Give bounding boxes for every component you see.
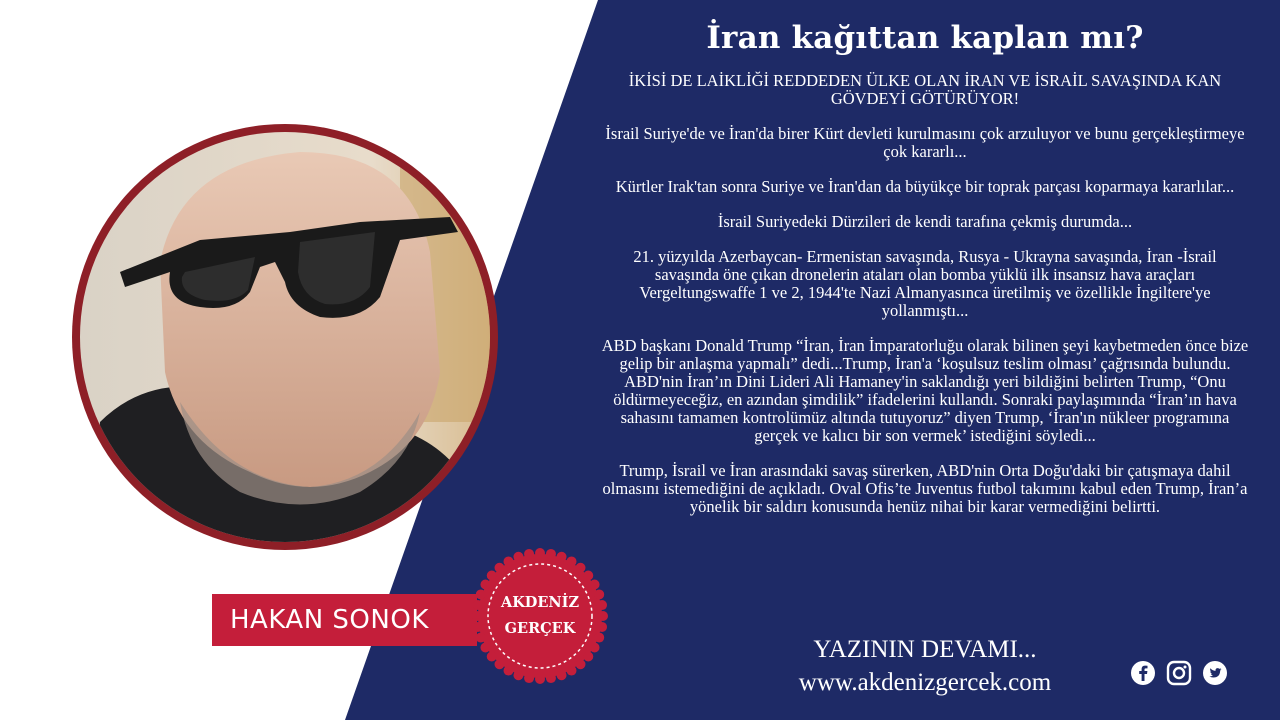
continue-label[interactable]: YAZININ DEVAMI... (813, 636, 1037, 663)
instagram-icon[interactable] (1166, 660, 1192, 686)
author-photo (70, 122, 500, 552)
read-more[interactable] (740, 633, 1110, 699)
seal-logo-text (470, 546, 610, 686)
article-paragraph: ABD başkanı Donald Trump “İran, İran İmparatorluğu olarak bilinen şeyi kaybetmeden önce bize gelip bir anlaşma yapmalı” dedi...Trump, İran'a ‘koşulsuz teslim olması’ çağrısında bulundu. ABD'nin İran’ın Dini Lideri Ali Hamaney'in saklandığı yeri bildiğini belirten Trump, “Onu öldürmeyeceğiz, en azından şimdilik” ifadelerini kullandı. Sonraki paylaşımında “İran’ın hava sahasını tamamen kontrolümüz altında tutuyoruz” diyen Trump, ‘İran'ın nükleer programına gerçek ve kalıcı bir son vermek’ istediğini söyledi... (601, 336, 1249, 445)
facebook-icon[interactable] (1130, 660, 1156, 686)
seal-line-1: AKDENİZ (500, 594, 580, 611)
seal-line-2: GERÇEK (504, 620, 576, 637)
website-link[interactable]: www.akdenizgercek.com (798, 669, 1052, 696)
article-paragraph: Kürtler Irak'tan sonra Suriye ve İran'dan da büyükçe bir toprak parçası koparmaya kararlılar... (615, 177, 1235, 196)
article (600, 20, 1250, 533)
article-paragraph: İKİSİ DE LAİKLİĞİ REDDEDEN ÜLKE OLAN İRAN VE İSRAİL SAVAŞINDA KAN GÖVDEYİ GÖTÜRÜYOR! (628, 71, 1222, 108)
article-paragraph: Trump, İsrail ve İran arasındaki savaş sürerken, ABD'nin Orta Doğu'daki bir çatışmaya dahil olmasını istemediğini de açıkladı. Oval Ofis’te Juventus futbol takımını kabul eden Trump, İran’a yönelik bir saldırı konusunda henüz nihai bir karar vermediğini belirtti. (602, 461, 1248, 516)
twitter-icon[interactable] (1202, 660, 1228, 686)
article-paragraph: İsrail Suriyedeki Dürzileri de kendi tarafına çekmiş durumda... (717, 212, 1133, 231)
article-title: İran kağıttan kaplan mı? (706, 20, 1144, 56)
author-name-banner (212, 594, 477, 646)
article-paragraph: 21. yüzyılda Azerbaycan- Ermenistan savaşında, Rusya - Ukrayna savaşında, İran -İsrail savaşında öne çıkan dronelerin ataları olan bomba yüklü ilk insansız hava araçları Vergeltungswaffe 1 ve 2, 1944'te Nazi Almanyasınca üretilmiş ve özellikle İngiltere'ye yollanmıştı... (633, 247, 1217, 320)
article-paragraph: İsrail Suriye'de ve İran'da birer Kürt devleti kurulmasını çok arzuluyor ve bunu gerçekleştirmeye çok kararlı... (605, 124, 1245, 161)
author-name: HAKAN SONOK (230, 605, 429, 635)
